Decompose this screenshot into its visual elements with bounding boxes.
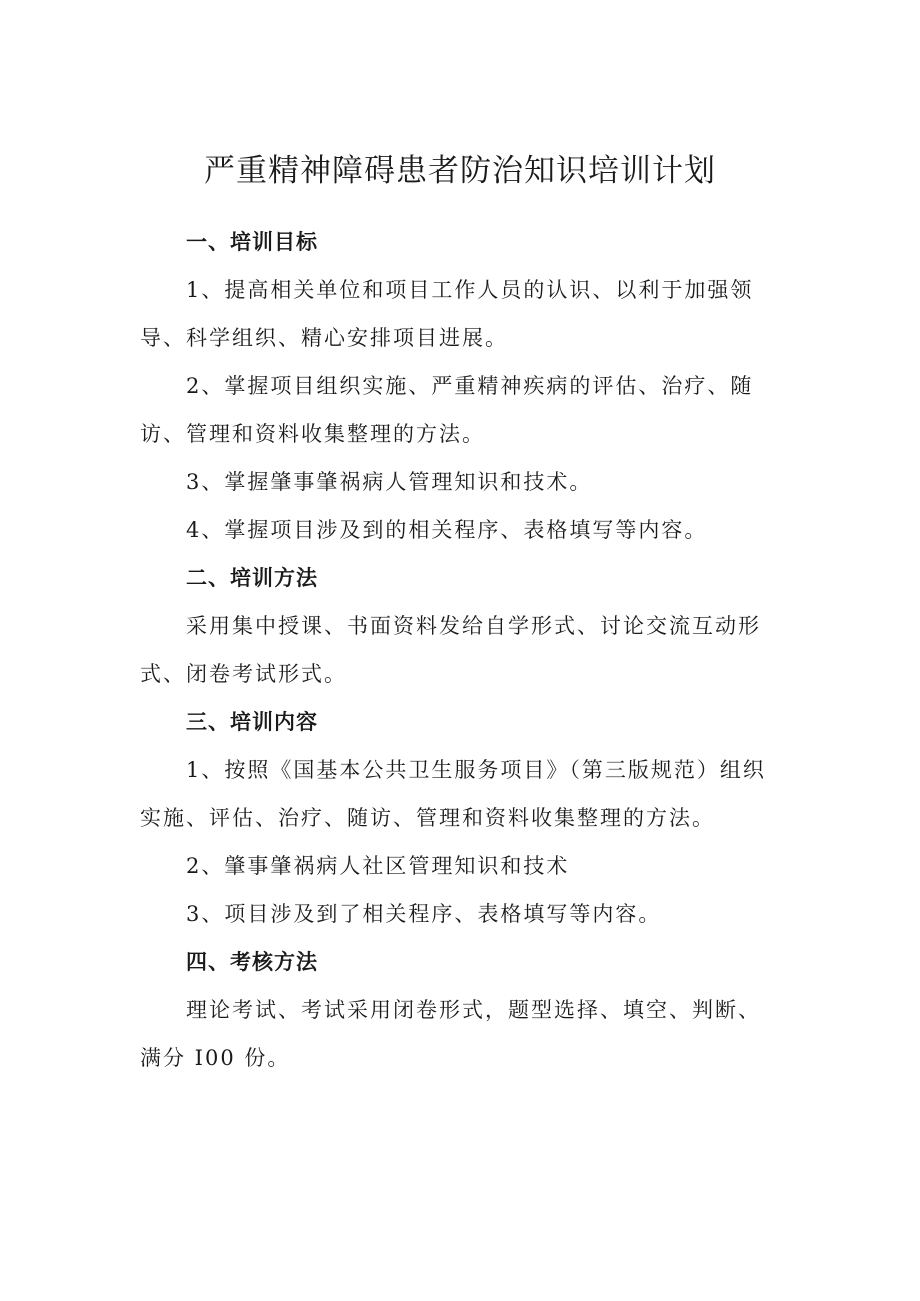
section-heading-goals: 一、培训目标	[186, 230, 318, 254]
paragraph-line: 2、掌握项目组织实施、严重精神疾病的评估、治疗、随	[186, 374, 754, 398]
paragraph-line: 4、掌握项目涉及到的相关程序、表格填写等内容。	[186, 518, 708, 542]
paragraph-line: 满分 I00 份。	[140, 1046, 291, 1070]
document-body	[140, 218, 788, 1082]
paragraph-line: 访、管理和资料收集整理的方法。	[140, 422, 485, 446]
paragraph-line: 1、按照《国基本公共卫生服务项目》（第三版规范）组织	[186, 758, 766, 782]
paragraph-line: 1、提高相关单位和项目工作人员的认识、以利于加强领	[186, 278, 754, 302]
paragraph-line: 式、闭卷考试形式。	[140, 662, 347, 686]
section-heading-methods: 二、培训方法	[186, 566, 318, 590]
paragraph-line: 理论考试、考试采用闭卷形式，题型选择、填空、判断、	[186, 998, 761, 1022]
paragraph-line: 实施、评估、治疗、随访、管理和资料收集整理的方法。	[140, 806, 715, 830]
paragraph-line: 导、科学组织、精心安排项目进展。	[140, 326, 508, 350]
paragraph-line: 采用集中授课、书面资料发给自学形式、讨论交流互动形	[186, 614, 761, 638]
section-heading-content: 三、培训内容	[186, 710, 318, 734]
paragraph-line: 2、肇事肇祸病人社区管理知识和技术	[186, 854, 570, 878]
section-heading-assessment: 四、考核方法	[186, 950, 318, 974]
paragraph-line: 3、项目涉及到了相关程序、表格填写等内容。	[186, 902, 662, 926]
document-title: 严重精神障碍患者防治知识培训计划	[204, 153, 716, 189]
paragraph-line: 3、掌握肇事肇祸病人管理知识和技术。	[186, 470, 593, 494]
